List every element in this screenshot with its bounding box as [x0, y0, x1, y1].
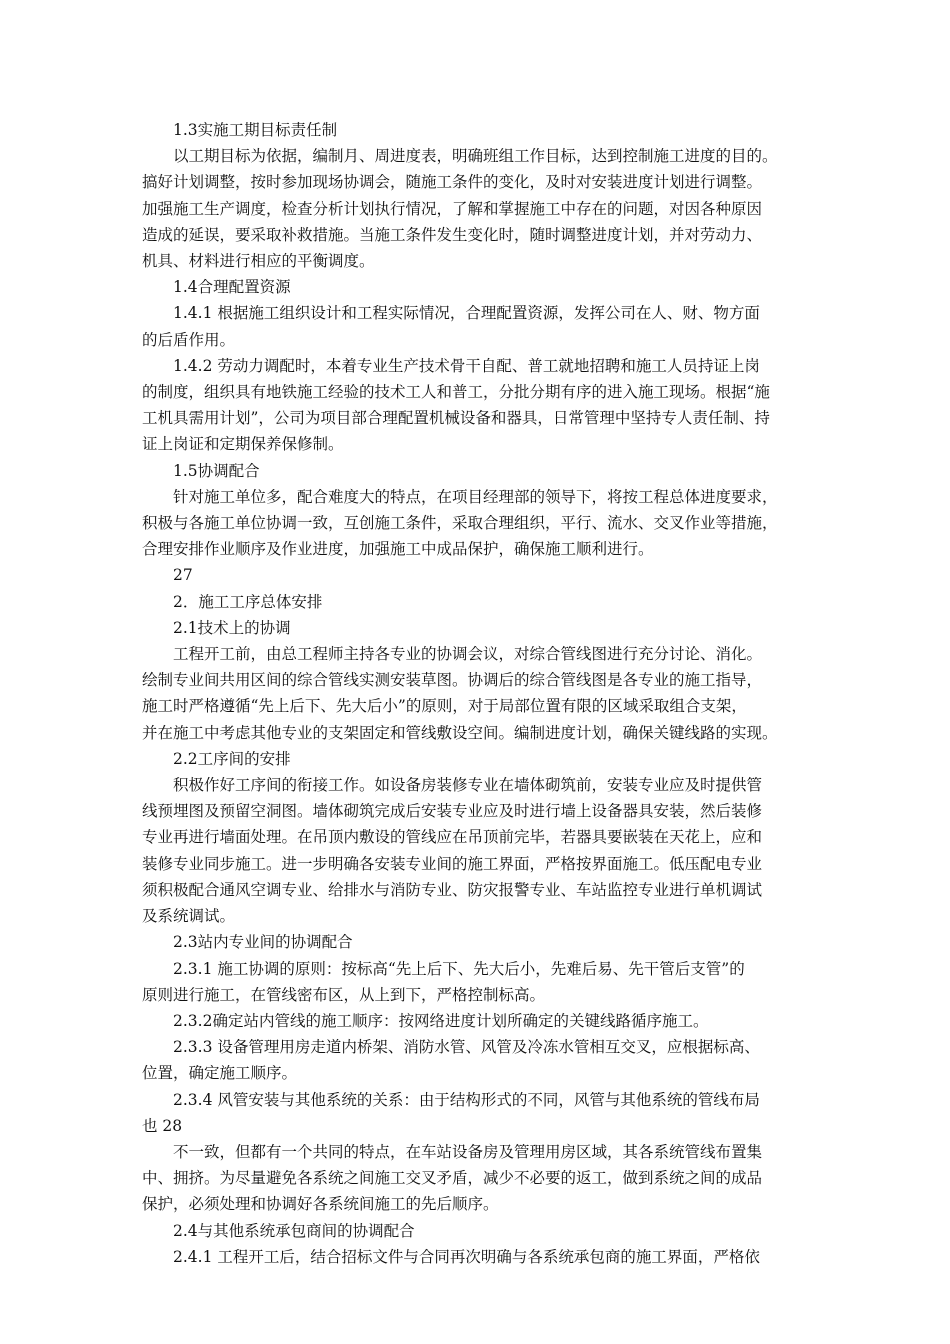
paragraph-line: 2.3.2确定站内管线的施工顺序：按网络进度计划所确定的关键线路循序施工。 [173, 1011, 709, 1030]
section-heading: 1.3实施工期目标责任制 [173, 121, 338, 139]
section-heading: 1.4合理配置资源 [173, 278, 291, 297]
paragraph-line: 中、拥挤。为尽量避免各系统之间施工交叉矛盾，减少不必要的返工，做到系统之间的成品 [142, 1169, 763, 1188]
paragraph-line: 机具、材料进行相应的平衡调度。 [142, 252, 375, 271]
paragraph-line: 2.4.1 工程开工后，结合招标文件与合同再次明确与各系统承包商的施工界面，严格依 [173, 1247, 760, 1266]
paragraph-line: 搞好计划调整，按时参加现场协调会，随施工条件的变化，及时对安装进度计划进行调整。 [142, 173, 763, 192]
paragraph-line: 线预埋图及预留空洞图。墙体砌筑完成后安装专业应及时进行墙上设备器具安装，然后装修 [142, 802, 763, 821]
section-heading: 27 [173, 566, 193, 585]
paragraph-line: 合理安排作业顺序及作业进度，加强施工中成品保护，确保施工顺利进行。 [142, 540, 654, 559]
section-heading: 2.1技术上的协调 [173, 618, 291, 637]
paragraph-line: 须积极配合通风空调专业、给排水与消防专业、防灾报警专业、车站监控专业进行单机调试 [142, 880, 763, 899]
paragraph-line: 积极与各施工单位协调一致，互创施工条件，采取合理组织，平行、流水、交叉作业等措施， [142, 514, 778, 533]
paragraph-line: 1.4.1 根据施工组织设计和工程实际情况，合理配置资源，发挥公司在人、财、物方面 [173, 304, 760, 323]
paragraph-line: 1.4.2 劳动力调配时，本着专业生产技术骨干自配、普工就地招聘和施工人员持证上岗 [173, 356, 760, 375]
paragraph-line: 的后盾作用。 [142, 330, 236, 349]
section-heading: 2.3站内专业间的协调配合 [173, 933, 353, 952]
paragraph-line: 也 28 [142, 1116, 183, 1135]
paragraph-line: 针对施工单位多，配合难度大的特点，在项目经理部的领导下，将按工程总体进度要求， [173, 487, 778, 506]
paragraph-line: 证上岗证和定期保养保修制。 [142, 435, 344, 454]
paragraph-line: 以工期目标为依据，编制月、周进度表，明确班组工作目标，达到控制施工进度的目的。 [173, 147, 778, 166]
paragraph-line: 位置，确定施工顺序。 [142, 1064, 298, 1083]
paragraph-line: 及系统调试。 [142, 907, 236, 926]
paragraph-line: 装修专业同步施工。进一步明确各安装专业间的施工界面，严格按界面施工。低压配电专业 [142, 854, 763, 873]
paragraph-line: 并在施工中考虑其他专业的支架固定和管线敷设空间。编制进度计划，确保关键线路的实现。 [142, 723, 778, 742]
paragraph-line: 不一致，但都有一个共同的特点，在车站设备房及管理用房区域，其各系统管线布置集 [173, 1142, 763, 1161]
section-heading: 2.2工序间的安排 [173, 749, 291, 768]
document-body [142, 117, 814, 1270]
paragraph-line: 工机具需用计划”，公司为项目部合理配置机械设备和器具，日常管理中坚持专人责任制、持 [142, 409, 770, 428]
paragraph-line: 保护，必须处理和协调好各系统间施工的先后顺序。 [142, 1195, 499, 1214]
paragraph-line: 2.3.1 施工协调的原则：按标高“先上后下、先大后小，先难后易、先干管后支管”的 [173, 959, 745, 978]
section-heading: 1.5协调配合 [173, 461, 260, 480]
section-heading: 2．施工工序总体安排 [173, 592, 323, 611]
paragraph-line: 专业再进行墙面处理。在吊顶内敷设的管线应在吊顶前完毕，若器具要嵌装在天花上，应和 [142, 828, 763, 847]
paragraph-line: 工程开工前，由总工程师主持各专业的协调会议，对综合管线图进行充分讨论、消化。 [173, 645, 763, 664]
section-heading: 2.4与其他系统承包商间的协调配合 [173, 1221, 415, 1240]
paragraph-line: 绘制专业间共用区间的综合管线实测安装草图。协调后的综合管线图是各专业的施工指导， [142, 671, 763, 690]
paragraph-line: 2.3.3 设备管理用房走道内桥架、消防水管、风管及冷冻水管相互交叉，应根据标高、 [173, 1038, 760, 1057]
paragraph-line: 2.3.4 风管安装与其他系统的关系：由于结构形式的不同，风管与其他系统的管线布局 [173, 1090, 760, 1109]
paragraph-line: 的制度，组织具有地铁施工经验的技术工人和普工，分批分期有序的进入施工现场。根据“施 [142, 383, 770, 402]
paragraph-line: 施工时严格遵循“先上后下、先大后小”的原则，对于局部位置有限的区域采取组合支架， [142, 697, 747, 716]
paragraph-line: 造成的延误，要采取补救措施。当施工条件发生变化时，随时调整进度计划，并对劳动力、 [142, 225, 763, 244]
paragraph-line: 原则进行施工，在管线密布区，从上到下，严格控制标高。 [142, 985, 546, 1004]
paragraph-line: 积极作好工序间的衔接工作。如设备房装修专业在墙体砌筑前，安装专业应及时提供管 [173, 776, 763, 795]
paragraph-line: 加强施工生产调度，检查分析计划执行情况，了解和掌握施工中存在的问题，对因各种原因 [142, 199, 763, 218]
